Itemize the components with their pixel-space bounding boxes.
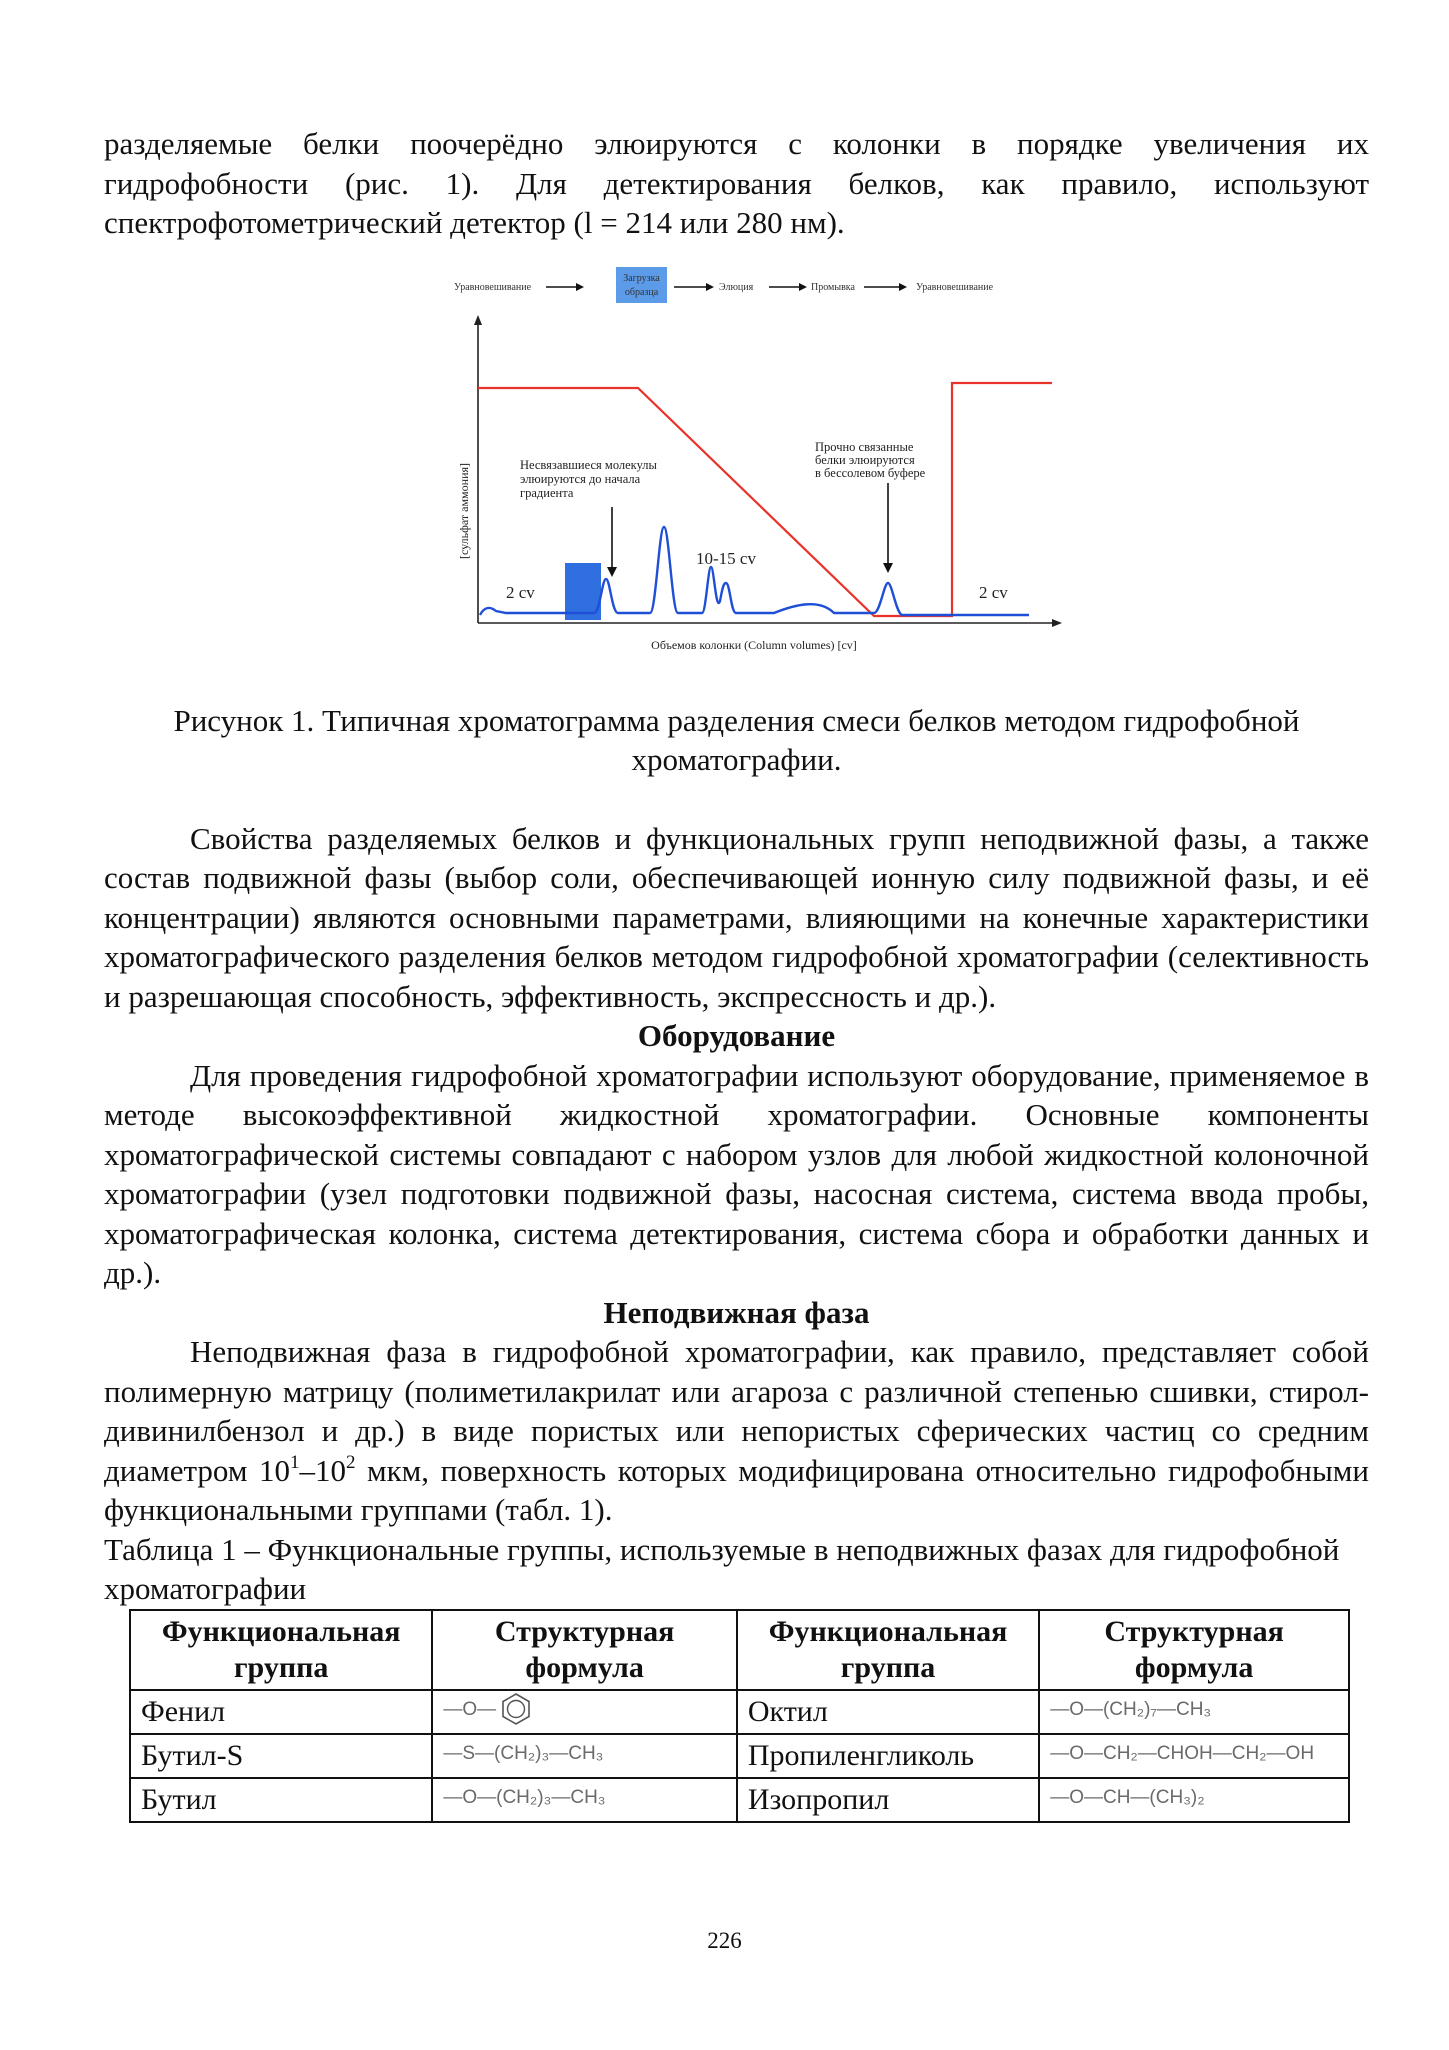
uv-signal-line xyxy=(480,527,1029,615)
document-page xyxy=(104,124,1369,1823)
table-cell-group: Пропиленгликоль xyxy=(737,1734,1039,1778)
table-header-group-1: Функциональная группа xyxy=(130,1610,432,1690)
table-cell-formula: —S—(CH₂)₃—CH₃ xyxy=(432,1734,736,1778)
figure-chromatogram xyxy=(104,261,1369,701)
paragraph-stationary-text-b: –10 xyxy=(299,1452,346,1488)
annotation-bound-2: белки элюируются xyxy=(815,452,915,467)
phenyl-ether-prefix: —O— xyxy=(443,1698,497,1720)
table-header-row xyxy=(130,1610,1349,1690)
benzene-ring-icon xyxy=(499,1692,533,1726)
step-equilibration-1: Уравновешивание xyxy=(454,281,532,293)
superscript-2: 2 xyxy=(345,1451,356,1473)
step-loading-1: Загрузка xyxy=(623,272,660,284)
annotation-unbound-1: Несвязавшиеся молекулы xyxy=(520,457,657,472)
table-row xyxy=(130,1690,1349,1734)
step-wash: Промывка xyxy=(811,281,855,293)
label-10-15cv: 10-15 cv xyxy=(696,548,756,568)
annotation-bound-3: в бессолевом буфере xyxy=(815,465,926,480)
table-cell-group: Фенил xyxy=(130,1690,432,1734)
y-axis-label: [сульфат аммония] xyxy=(457,462,471,559)
table-cell-formula: —O—(CH₂)₃—CH₃ xyxy=(432,1778,736,1822)
page-number: 226 xyxy=(707,1928,742,1953)
table-cell-formula-phenyl xyxy=(432,1690,736,1734)
table-cell-formula: —O—(CH₂)₇—CH₃ xyxy=(1039,1690,1349,1734)
label-2cv-right: 2 cv xyxy=(979,582,1008,602)
table-caption: Таблица 1 – Функциональные группы, используемые в неподвижных фазах для гидрофобной хроматографии xyxy=(104,1531,1340,1606)
table-header-formula-1: Структурная формула xyxy=(432,1610,736,1690)
table-cell-group: Октил xyxy=(737,1690,1039,1734)
paragraph-equipment: Для проведения гидрофобной хроматографии используют оборудование, применяемое в методе высокоэффективной жидкостной хроматографии. Основные компоненты хроматографической системы совпадают с набором узлов для любой жидкостной колоночной хроматографии (узел подготовки подвижной фазы, насосная система, система ввода пробы, хроматографическая колонка, система детектирования, система сбора и обработки данных и др.). xyxy=(104,1057,1369,1290)
table-cell-group: Бутил-S xyxy=(130,1734,432,1778)
annotation-unbound-2: элюируются до начала xyxy=(520,471,641,486)
table-cell-formula: —O—CH₂—CHOH—CH₂—OH xyxy=(1039,1734,1349,1778)
heading-stationary-phase: Неподвижная фаза xyxy=(603,1294,870,1330)
annotation-unbound-3: градиента xyxy=(520,485,574,500)
chromatogram-diagram xyxy=(354,261,1154,701)
paragraph-stationary-phase xyxy=(104,1332,1369,1530)
paragraph-stationary-text-a: Неподвижная фаза в гидрофобной хроматографии, как правило, представляет собой полимерную матрицу (полиметилакрилат или агароза с различной степенью сшивки, стирол-дивинилбензол и др.) в виде пористых или непористых сферических частиц со средним диаметром 10 xyxy=(104,1334,1369,1488)
superscript-1: 1 xyxy=(289,1451,300,1473)
step-equilibration-2: Уравновешивание xyxy=(916,281,994,293)
paragraph-properties: Свойства разделяемых белков и функциональных групп неподвижной фазы, а также состав подвижной фазы (выбор соли, обеспечивающей ионную силу подвижной фазы, и её концентрации) являются основными параметрами, влияющими на конечные характеристики хроматографического разделения белков методом гидрофобной хроматографии (селективность и разрешающая способность, эффективность, экспрессность и др.). xyxy=(104,820,1369,1014)
figure-caption: Рисунок 1. Типичная хроматограмма разделения смеси белков методом гидрофобной хроматографии. xyxy=(173,702,1300,777)
functional-groups-table xyxy=(129,1609,1350,1823)
table-cell-formula: —O—CH—(CH₃)₂ xyxy=(1039,1778,1349,1822)
table-header-formula-2: Структурная формула xyxy=(1039,1610,1349,1690)
step-loading-2: образца xyxy=(624,286,659,298)
step-elution: Элюция xyxy=(719,281,754,293)
label-2cv-left: 2 cv xyxy=(506,582,535,602)
table-row xyxy=(130,1734,1349,1778)
table-row xyxy=(130,1778,1349,1822)
heading-equipment: Оборудование xyxy=(637,1018,836,1053)
table-header-group-2: Функциональная группа xyxy=(737,1610,1039,1690)
table-cell-group: Бутил xyxy=(130,1778,432,1822)
paragraph-intro: разделяемые белки поочерёдно элюируются с колонки в порядке увеличения их гидрофобности (рис. 1). Для детектирования белков, как правило, используют спектрофотометрический детектор (l = 214 или 280 нм). xyxy=(104,126,1369,240)
table-cell-group: Изопропил xyxy=(737,1778,1039,1822)
x-axis-label: Объемов колонки (Column volumes) [cv] xyxy=(651,637,857,652)
annotation-bound-1: Прочно связанные xyxy=(815,439,914,454)
paragraph-stationary-text-c: мкм, поверхность которых модифицирована относительно гидрофобными функциональными группами (табл. 1). xyxy=(104,1452,1369,1527)
